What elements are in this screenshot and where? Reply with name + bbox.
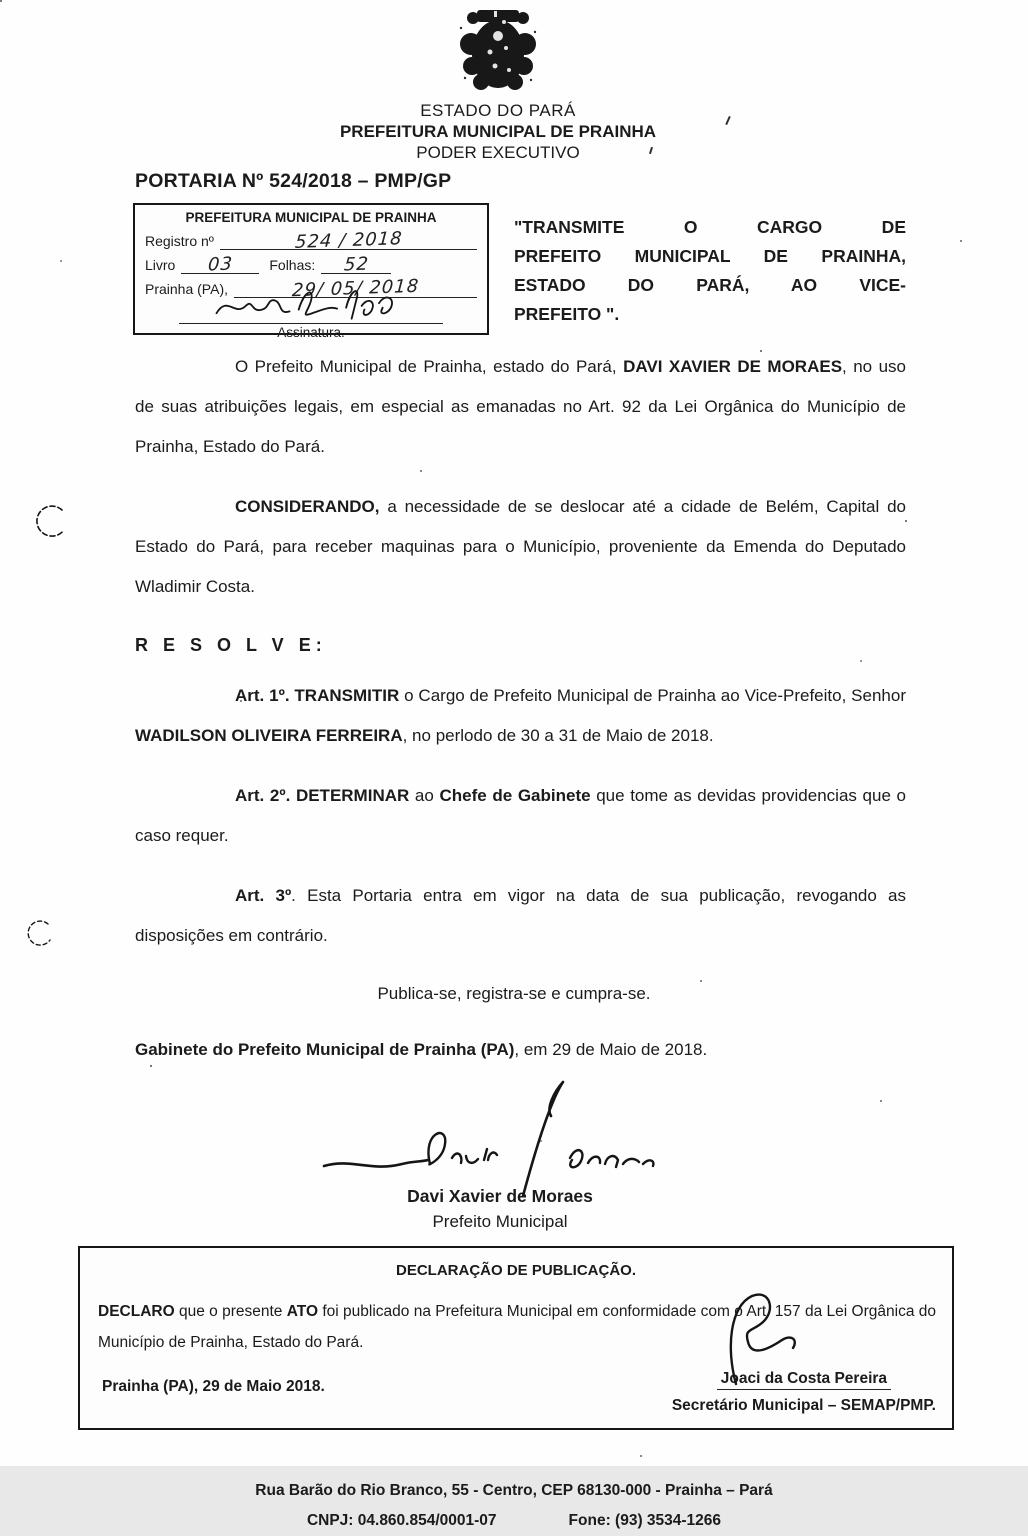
text-segment: que o presente — [174, 1303, 287, 1320]
quote-line: ESTADO DO PARÁ, AO VICE- — [514, 275, 906, 295]
paragraph-gabinete — [135, 1030, 906, 1070]
scan-arc-artifact — [18, 918, 58, 954]
subject-quote — [514, 213, 906, 335]
paragraph-preamble — [135, 347, 906, 467]
livro-field — [181, 252, 259, 274]
secretary-name: Joaci da Costa Pereira — [717, 1370, 891, 1390]
folhas-handwritten-value: 52 — [343, 253, 370, 276]
mayor-signature-block — [0, 1070, 1028, 1238]
coat-of-arms-icon — [457, 8, 539, 96]
quote-line: "TRANSMITE O CARGO DE — [514, 217, 906, 237]
art2-keyword: Art. 2º. DETERMINAR — [235, 786, 410, 805]
stamp-signature-field — [179, 284, 443, 324]
letterhead — [0, 0, 1012, 163]
stamp-registro-row — [145, 226, 477, 253]
assinatura-label: Assinatura. — [277, 325, 345, 340]
handwritten-signature-icon — [708, 1290, 818, 1386]
handwritten-signature-icon — [318, 1080, 668, 1198]
text-segment: ao — [409, 786, 440, 805]
footer-contact-line — [0, 1506, 1028, 1536]
chefe-gabinete-text: Chefe de Gabinete — [439, 786, 591, 805]
resolve-heading: R E S O L V E: — [135, 635, 327, 655]
municipality-name: PREFEITURA MUNICIPAL DE PRAINHA — [339, 122, 657, 141]
ato-keyword: ATO — [286, 1303, 319, 1320]
branch-name: PODER EXECUTIVO — [416, 143, 580, 162]
place-label: Prainha (PA), — [145, 281, 228, 297]
footer-cnpj: CNPJ: 04.860.854/0001-07 — [306, 1512, 497, 1529]
secretary-role: Secretário Municipal – SEMAP/PMP. — [671, 1397, 936, 1414]
declaration-title: DECLARAÇÃO DE PUBLICAÇÃO. — [396, 1262, 636, 1279]
mayor-name-text: DAVI XAVIER DE MORAES — [623, 357, 843, 376]
text-segment: foi publicado na Prefeitura Municipal em conformidade com o Art. 157 da Lei Orgânica do Município de Prainha, Estado do Pará. — [98, 1303, 936, 1351]
registro-handwritten-value: 524 / 2018 — [293, 228, 404, 253]
gabinete-text: Gabinete do Prefeito Municipal de Prainha (PA) — [135, 1040, 515, 1059]
secretary-signature-block — [672, 1370, 936, 1415]
stamp-livro-folhas-row — [145, 250, 477, 274]
date-text: , em 29 de Maio de 2018. — [514, 1040, 708, 1059]
livro-handwritten-value: 03 — [207, 253, 234, 276]
quote-line: PREFEITO ". — [514, 304, 620, 324]
art3-keyword: Art. 3º — [235, 886, 292, 905]
state-name: ESTADO DO PARÁ — [420, 101, 576, 120]
folhas-field — [321, 252, 391, 274]
folhas-label: Folhas: — [269, 257, 316, 273]
quote-line: PREFEITO MUNICIPAL DE PRAINHA, — [514, 246, 906, 266]
text-segment: , no perlodo de 30 a 31 de Maio de 2018. — [402, 726, 714, 745]
mayor-signature-role: Prefeito Municipal — [432, 1212, 568, 1231]
art1-keyword: Art. 1º. TRANSMITIR — [235, 686, 400, 705]
registro-field — [220, 228, 477, 253]
mayor-signature-name: Davi Xavier de Moraes — [407, 1186, 593, 1206]
text-segment: o Cargo de Prefeito Municipal de Prainha ao Vice-Prefeito, Senhor — [399, 686, 906, 705]
livro-label: Livro — [145, 257, 176, 273]
portaria-title: PORTARIA Nº 524/2018 – PMP/GP — [135, 170, 452, 192]
text-segment: . Esta Portaria entra em vigor na data de sua publicação, revogando as disposições em contrário. — [135, 886, 906, 945]
paragraph-art3 — [135, 876, 906, 956]
paragraph-considerando — [135, 487, 906, 607]
footer-address: Rua Barão do Rio Branco, 55 - Centro, CEP 68130-000 - Prainha – Pará — [255, 1482, 773, 1499]
stamp-title: PREFEITURA MUNICIPAL DE PRAINHA — [185, 210, 437, 225]
text-segment: a necessidade de se deslocar até a cidade de Belém, Capital do Estado do Pará, para receber maquinas para o Município, proveniente da Emenda do Deputado Wladimir Costa. — [135, 497, 906, 596]
declaration-date-line: Prainha (PA), 29 de Maio 2018. — [102, 1378, 325, 1395]
text-segment: que tome as devidas providencias que o caso requer. — [135, 786, 906, 845]
handwritten-signature-icon — [205, 284, 417, 326]
vice-mayor-name-text: WADILSON OLIVEIRA FERREIRA — [135, 726, 403, 745]
declaro-keyword: DECLARO — [98, 1303, 175, 1320]
footer-phone: Fone: (93) 3534-1266 — [568, 1512, 722, 1529]
paragraph-art1 — [135, 676, 906, 756]
scan-arc-artifact — [26, 502, 72, 548]
registration-stamp-box — [133, 203, 489, 340]
registro-label: Registro nº — [145, 233, 214, 249]
stamp-signature-row — [145, 298, 477, 324]
document-footer — [0, 1476, 1028, 1536]
date-handwritten-value: 29/ 05/ 2018 — [291, 275, 420, 302]
publish-line: Publica-se, registra-se e cumpra-se. — [377, 984, 651, 1003]
stamp-and-quote-row — [133, 203, 906, 340]
text-segment: O Prefeito Municipal de Prainha, estado do Pará, — [235, 357, 624, 376]
publication-declaration-box — [78, 1246, 954, 1430]
considerando-keyword: CONSIDERANDO, — [235, 497, 380, 516]
paragraph-art2 — [135, 776, 906, 856]
text-segment: , no uso de suas atribuições legais, em especial as emanadas no Art. 92 da Lei Orgânica do Município de Prainha, Estado do Pará. — [135, 357, 906, 456]
